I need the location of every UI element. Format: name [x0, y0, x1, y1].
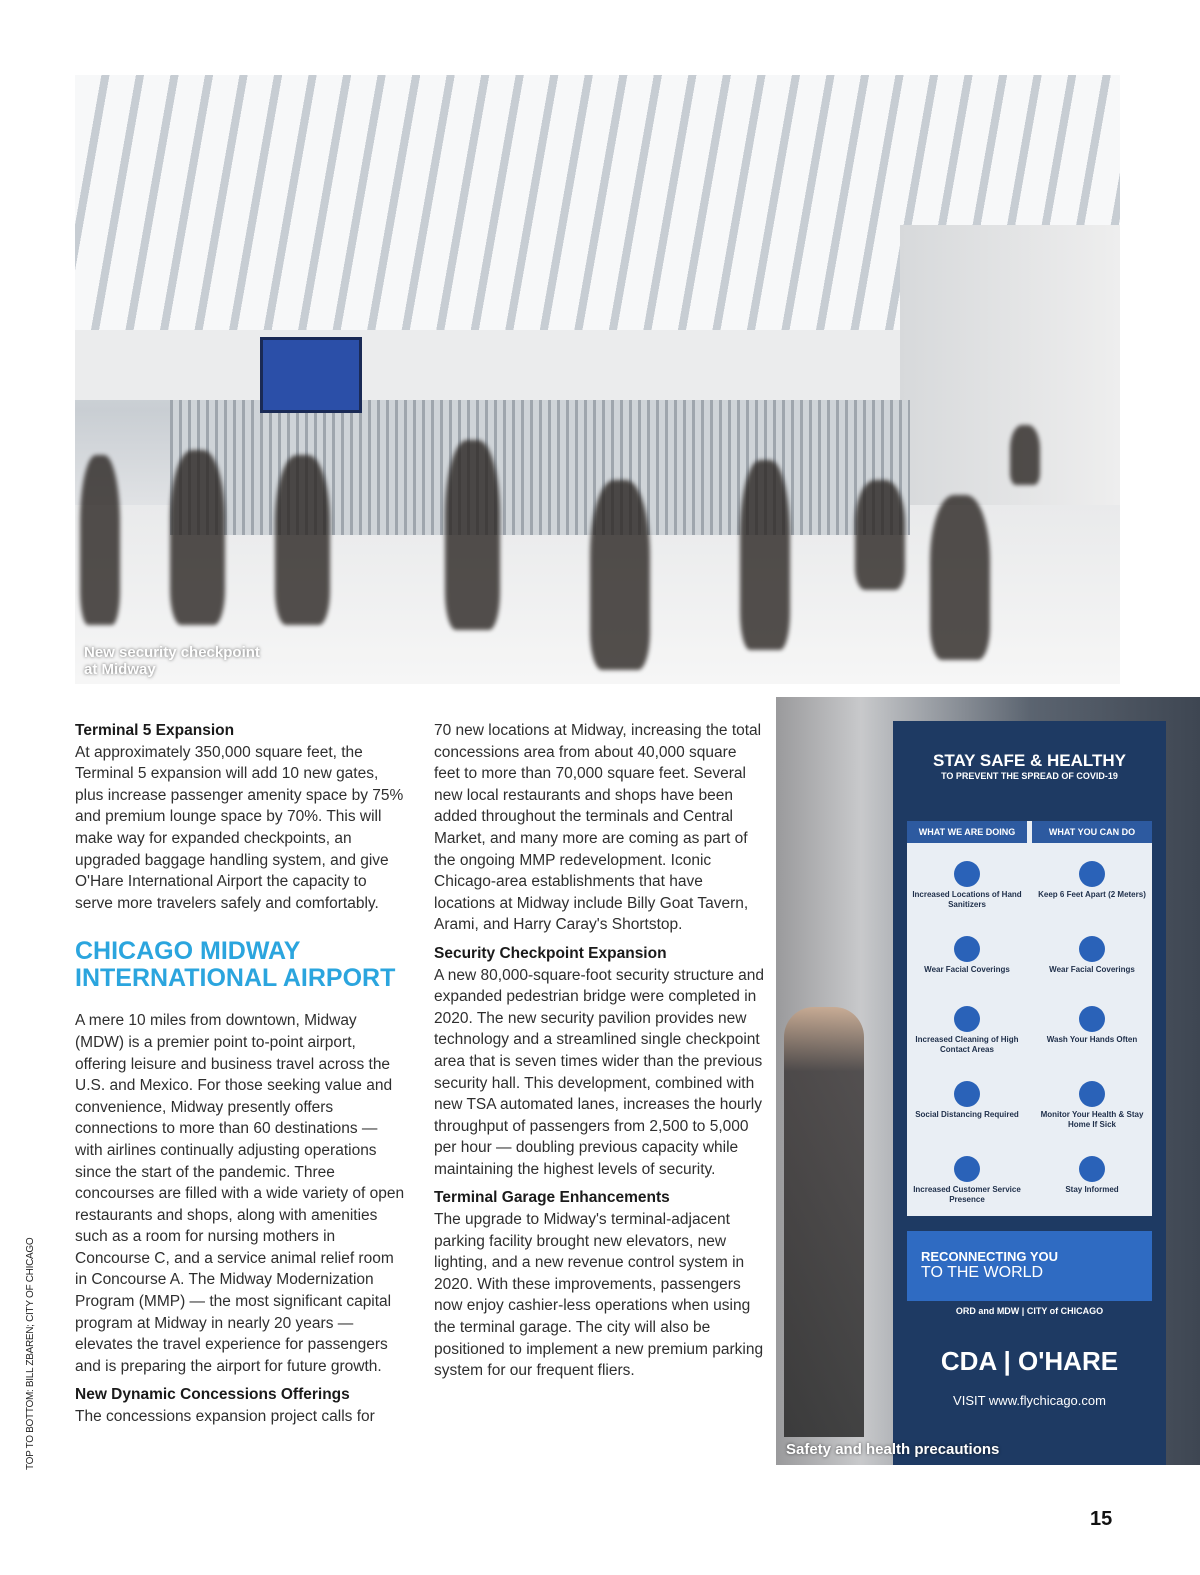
sign-item — [1032, 1006, 1152, 1045]
reconnect-line1: RECONNECTING YOU — [921, 1249, 1058, 1264]
sign-item-label: Wear Facial Coverings — [1049, 965, 1135, 974]
sign-item — [1032, 1156, 1152, 1195]
sign-item — [907, 936, 1027, 975]
sign-item-label: Keep 6 Feet Apart (2 Meters) — [1038, 890, 1146, 899]
health-icon — [1079, 1081, 1105, 1107]
sign-col-left-head: WHAT WE ARE DOING — [907, 821, 1027, 843]
cda-ohare-logo: CDA | O'HARE — [940, 1346, 1119, 1376]
sign-col-right-head: WHAT YOU CAN DO — [1032, 821, 1152, 843]
cleaning-icon — [954, 1006, 980, 1032]
photo-credit: TOP TO BOTTOM: BILL ZBAREN; CITY OF CHICAGO — [25, 1237, 36, 1470]
subheading-concessions: New Dynamic Concessions Offerings — [75, 1386, 350, 1404]
subheading-terminal5: Terminal 5 Expansion — [75, 722, 235, 739]
text-column-2 — [434, 720, 766, 1382]
sign-item-label: Increased Customer Service Presence — [913, 1185, 1021, 1204]
paragraph: A mere 10 miles from downtown, Midway (MDW) is a premier point to-point airport, offering leisure and business travel across the U.S. and Mexico. For those seeking value and convenience, Midway presently offers connections to more than 60 destinations — with airlines continually adjusting operations since the start of the pandemic. Three concourses are filled with a wide variety of open restaurants and shops, along with amenities such as a room for nursing mothers in Concourse C, and a service animal relief room in Concourse A. The Midway Modernization Program (MMP) — the most significant capital program at Midway in nearly 20 years — elevates the travel experience for passengers and is preparing the airport for future growth. — [75, 1012, 405, 1375]
sign-reconnect-banner — [907, 1231, 1152, 1301]
sign-item-label: Wear Facial Coverings — [924, 965, 1010, 974]
sign-panel — [907, 821, 1152, 1216]
sanitizer-icon — [954, 861, 980, 887]
page-number: 15 — [1090, 1508, 1113, 1530]
paragraph: 70 new locations at Midway, increasing the total concessions area from about 40,000 square feet to more than 70,000 square feet. Several new local restaurants and shops have been added throughout the terminals and Central Market, and many more are coming as part of the ongoing MMP redevelopment. Iconic Chicago-area establishments that have locations at Midway include Billy Goat Tavern, Arami, and Harry Caray's Shortstop. — [434, 722, 762, 934]
reconnect-line2: TO THE WORLD — [921, 1264, 1044, 1281]
sign-item — [1032, 861, 1152, 900]
mask-icon — [1079, 936, 1105, 962]
travelers-blur — [75, 435, 1120, 675]
sign-item-label: Social Distancing Required — [915, 1110, 1019, 1119]
sign-item — [907, 1156, 1027, 1205]
safety-sign-photo — [776, 697, 1200, 1465]
distancing-icon — [954, 1081, 980, 1107]
photo-caption: New security checkpoint at Midway — [84, 644, 260, 678]
paragraph: At approximately 350,000 square feet, the Terminal 5 expansion will add 10 new gates, plus increase passenger amenity space by 75% and premium lounge space by 70%. This will make way for expanded checkpoints, an upgraded baggage handling system, and give O'Hare International Airport the capacity to serve more travelers safely and comfortably. — [75, 743, 404, 912]
six-feet-icon — [1079, 861, 1105, 887]
customer-service-icon — [954, 1156, 980, 1182]
sign-item-label: Wash Your Hands Often — [1046, 1035, 1138, 1044]
sign-item-label: Monitor Your Health & Stay Home If Sick — [1040, 1110, 1144, 1129]
mask-icon — [954, 936, 980, 962]
sign-item — [1032, 936, 1152, 975]
info-screen — [260, 337, 362, 413]
subheading-garage: Terminal Garage Enhancements — [434, 1189, 670, 1207]
paragraph: A new 80,000-square-foot security structure and expanded pedestrian bridge were completed in 2020. The new security pavilion provides new technology and a streamlined single checkpoint area that is seven times wider than the previous security hall. This development, combined with new TSA automated lanes, increases the hourly throughput of passengers from 2,500 to 5,000 per hour — doubling previous capacity while maintaining the highest levels of security. — [434, 966, 764, 1178]
sign-item — [907, 1006, 1027, 1055]
section-headline: CHICAGO MIDWAY INTERNATIONAL AIRPORT — [75, 937, 396, 993]
handwash-icon — [1079, 1006, 1105, 1032]
sign-item — [1032, 1081, 1152, 1130]
text-column-1 — [75, 720, 408, 1428]
sign-header — [893, 721, 1166, 809]
sign-footer: ORD and MDW | CITY of CHICAGO — [955, 1306, 1104, 1316]
sign-item-label: Stay Informed — [1065, 1185, 1119, 1194]
paragraph: The concessions expansion project calls for — [75, 1408, 375, 1426]
sign-subtitle: TO PREVENT THE SPREAD OF COVID-19 — [941, 771, 1118, 781]
sign-title: STAY SAFE & HEALTHY — [932, 751, 1126, 770]
covid-sign — [893, 721, 1166, 1465]
sign-visit-url: VISIT www.flychicago.com — [953, 1393, 1106, 1408]
photo-caption: Safety and health precautions — [786, 1441, 1000, 1458]
traveler-figure — [784, 1007, 864, 1437]
sign-item — [907, 861, 1027, 910]
sign-item — [907, 1081, 1027, 1120]
security-checkpoint-photo — [75, 75, 1120, 684]
sign-item-label: Increased Cleaning of High Contact Areas — [915, 1035, 1019, 1054]
paragraph: The upgrade to Midway's terminal-adjacent parking facility brought new elevators, new lighting, and a new revenue control system in 2020. With these improvements, passengers now enjoy cashier-less operations when using the terminal garage. The city will also be positioned to implement a new premium parking system for our frequent fliers. — [434, 1211, 764, 1380]
news-icon — [1079, 1156, 1105, 1182]
sign-item-label: Increased Locations of Hand Sanitizers — [912, 890, 1022, 909]
subheading-security: Security Checkpoint Expansion — [434, 944, 667, 962]
